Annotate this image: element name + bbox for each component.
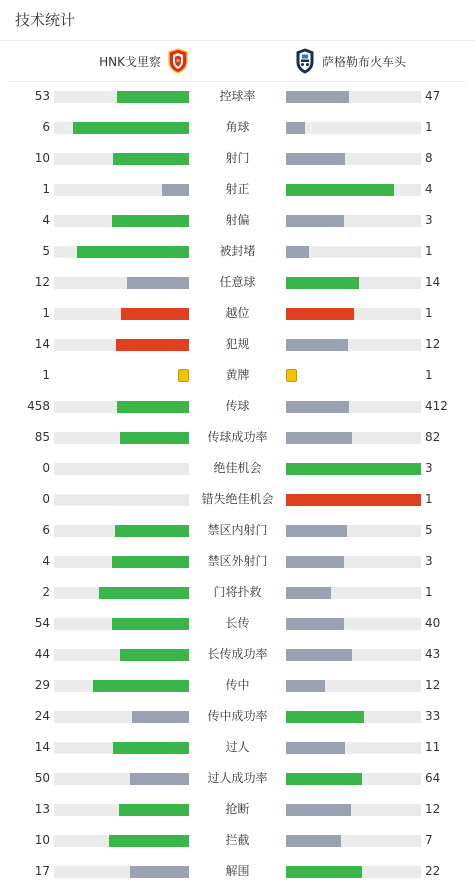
away-team-name[interactable]: 萨格勒布火车头 (322, 54, 407, 69)
away-stat-bar-track (286, 556, 421, 568)
away-stat-value: 7 (425, 833, 433, 847)
stat-label: 过人成功率 (207, 771, 268, 785)
away-stat-bar-fill (286, 122, 305, 134)
home-stat-bar-track (54, 711, 189, 723)
home-stat-value: 10 (34, 833, 50, 847)
home-stat-value: 10 (34, 151, 50, 165)
stat-label: 抢断 (225, 802, 250, 816)
stat-label: 射偏 (225, 213, 250, 227)
away-stat-value: 43 (425, 647, 441, 661)
home-stat-bar-fill (132, 711, 189, 723)
home-stat-bar-track (54, 680, 189, 692)
home-stat-bar-fill (112, 556, 189, 568)
away-stat-value: 47 (425, 89, 441, 103)
away-stat-value: 12 (425, 678, 441, 692)
away-stat-bar-track (286, 804, 421, 816)
away-stat-value: 8 (425, 151, 433, 165)
away-stat-value: 3 (425, 213, 433, 227)
stat-row (0, 763, 475, 794)
away-stat-value: 1 (425, 244, 433, 258)
away-stat-bar-fill (286, 153, 345, 165)
stat-row (0, 329, 475, 360)
stat-label: 控球率 (219, 89, 256, 103)
home-stat-bar-track (54, 804, 189, 816)
home-stat-bar-fill (93, 680, 189, 692)
away-stat-bar-fill (286, 432, 352, 444)
home-stat-bar-fill (77, 246, 189, 258)
away-stat-bar-fill (286, 339, 348, 351)
home-stat-bar-track (54, 463, 189, 475)
home-stat-bar-fill (112, 618, 189, 630)
away-stat-bar-fill (286, 587, 331, 599)
home-stat-bar-track (54, 866, 189, 878)
stat-row (0, 360, 475, 391)
away-team-crest-icon (294, 48, 316, 74)
home-stat-bar-fill (73, 122, 189, 134)
stat-label: 传中成功率 (207, 709, 268, 723)
away-stat-bar-track (286, 339, 421, 351)
home-stat-bar-track (54, 153, 189, 165)
home-stat-value: 12 (34, 275, 50, 289)
home-stat-bar-fill (162, 184, 189, 196)
stat-row (0, 515, 475, 546)
home-stat-bar-track (54, 91, 189, 103)
home-stat-bar-fill (127, 277, 189, 289)
stat-row (0, 608, 475, 639)
away-stat-value: 3 (425, 554, 433, 568)
stat-label: 黄牌 (225, 368, 250, 382)
away-stat-bar-track (286, 246, 421, 258)
home-stat-bar-fill (119, 804, 189, 816)
away-stat-bar-track (286, 215, 421, 227)
stat-label: 错失绝佳机会 (201, 492, 274, 506)
away-stat-bar-fill (286, 680, 325, 692)
away-stat-bar-fill (286, 866, 362, 878)
stat-row (0, 577, 475, 608)
away-stat-bar-fill (286, 215, 344, 227)
stat-label: 拦截 (225, 833, 250, 847)
away-stat-bar-fill (286, 525, 347, 537)
home-stat-value: 6 (42, 523, 50, 537)
home-stat-bar-fill (116, 339, 189, 351)
stats-list (0, 81, 475, 887)
away-stat-bar-track (286, 308, 421, 320)
stat-row (0, 422, 475, 453)
away-stat-bar-fill (286, 618, 344, 630)
away-stat-bar-track (286, 494, 421, 506)
home-stat-bar-fill (120, 649, 189, 661)
home-stat-value: 1 (42, 368, 50, 382)
stat-row (0, 174, 475, 205)
stat-row (0, 732, 475, 763)
home-stat-bar-track (54, 618, 189, 630)
away-stat-bar-fill (286, 494, 421, 506)
home-team[interactable] (99, 48, 189, 74)
away-stat-value: 412 (425, 399, 448, 413)
away-stat-value: 1 (425, 585, 433, 599)
away-stat-bar-track (286, 184, 421, 196)
home-stat-value: 4 (42, 554, 50, 568)
stat-label: 解围 (225, 864, 250, 878)
home-stat-value: 1 (42, 182, 50, 196)
stat-row (0, 391, 475, 422)
away-stat-bar-track (286, 277, 421, 289)
home-stat-bar-track (54, 835, 189, 847)
away-stat-bar-track (286, 525, 421, 537)
home-stat-bar-track (54, 494, 189, 506)
home-stat-value: 54 (34, 616, 50, 630)
away-stat-bar-track (286, 680, 421, 692)
home-stat-bar-track (54, 556, 189, 568)
away-stat-bar-track (286, 153, 421, 165)
stat-row (0, 143, 475, 174)
stat-label: 过人 (225, 740, 250, 754)
away-stat-value: 14 (425, 275, 441, 289)
away-stat-bar-fill (286, 91, 349, 103)
stat-label: 射正 (225, 182, 250, 196)
away-stat-bar-track (286, 742, 421, 754)
home-stat-bar-track (54, 742, 189, 754)
away-stat-bar-fill (286, 649, 352, 661)
home-stat-bar-fill (130, 773, 189, 785)
away-stat-bar-track (286, 773, 421, 785)
home-stat-bar-track (54, 773, 189, 785)
stat-row (0, 546, 475, 577)
home-stat-bar-track (54, 308, 189, 320)
away-stat-value: 82 (425, 430, 441, 444)
home-stat-bar-track (54, 525, 189, 537)
home-team-name[interactable]: HNK戈里察 (99, 54, 161, 69)
away-stat-value: 64 (425, 771, 441, 785)
away-stat-value: 5 (425, 523, 433, 537)
stat-row (0, 267, 475, 298)
away-yellow-card-icon (286, 369, 297, 382)
away-stat-bar-track (286, 463, 421, 475)
stat-label: 任意球 (219, 275, 256, 289)
home-stat-value: 50 (34, 771, 50, 785)
home-stat-value: 5 (42, 244, 50, 258)
away-stat-value: 4 (425, 182, 433, 196)
home-stat-bar-track (54, 277, 189, 289)
stat-row (0, 794, 475, 825)
stat-row (0, 670, 475, 701)
stat-label: 门将扑救 (213, 585, 262, 599)
away-stat-value: 22 (425, 864, 441, 878)
away-stat-bar-fill (286, 711, 364, 723)
stat-row (0, 236, 475, 267)
away-team[interactable] (294, 48, 406, 74)
away-stat-value: 40 (425, 616, 441, 630)
away-stat-bar-fill (286, 401, 349, 413)
stat-row (0, 453, 475, 484)
home-stat-bar-fill (109, 835, 189, 847)
away-stat-bar-fill (286, 556, 344, 568)
home-stat-bar-fill (99, 587, 189, 599)
stat-row (0, 298, 475, 329)
home-stat-bar-fill (120, 432, 189, 444)
away-stat-bar-fill (286, 463, 421, 475)
home-stat-bar-fill (121, 308, 189, 320)
stat-label: 射门 (225, 151, 250, 165)
home-stat-value: 24 (34, 709, 50, 723)
stat-label: 传中 (225, 678, 250, 692)
away-stat-value: 12 (425, 802, 441, 816)
home-stat-bar-fill (115, 525, 189, 537)
away-stat-bar-track (286, 122, 421, 134)
home-stat-value: 6 (42, 120, 50, 134)
section-title: 技术统计 (15, 11, 76, 29)
away-stat-bar-fill (286, 742, 345, 754)
home-stat-value: 44 (34, 647, 50, 661)
home-stat-bar-track (54, 215, 189, 227)
team-header (8, 41, 466, 82)
home-stat-bar-track (54, 649, 189, 661)
home-stat-bar-track (54, 184, 189, 196)
home-stat-value: 14 (34, 740, 50, 754)
home-stat-value: 458 (27, 399, 50, 413)
home-stat-bar-track (54, 122, 189, 134)
home-stat-value: 17 (34, 864, 50, 878)
away-stat-bar-fill (286, 835, 341, 847)
home-stat-value: 1 (42, 306, 50, 320)
stat-label: 被封堵 (219, 244, 256, 258)
stat-row (0, 825, 475, 856)
stat-row (0, 205, 475, 236)
away-stat-bar-fill (286, 277, 359, 289)
home-stat-bar-fill (113, 153, 189, 165)
away-stat-bar-fill (286, 804, 351, 816)
stat-row (0, 701, 475, 732)
away-stat-bar-track (286, 711, 421, 723)
away-stat-bar-track (286, 91, 421, 103)
home-stat-value: 29 (34, 678, 50, 692)
away-stat-bar-track (286, 649, 421, 661)
stat-label: 禁区外射门 (207, 554, 268, 568)
away-stat-bar-track (286, 587, 421, 599)
away-stat-value: 1 (425, 368, 433, 382)
away-stat-bar-track (286, 432, 421, 444)
stat-row (0, 856, 475, 887)
stat-label: 传球成功率 (207, 430, 268, 444)
home-yellow-card-icon (178, 369, 189, 382)
away-stat-bar-fill (286, 773, 362, 785)
home-stat-value: 53 (34, 89, 50, 103)
away-stat-value: 12 (425, 337, 441, 351)
home-stat-bar-track (54, 246, 189, 258)
home-stat-value: 85 (34, 430, 50, 444)
home-stat-value: 0 (42, 492, 50, 506)
stat-row (0, 112, 475, 143)
home-stat-value: 2 (42, 585, 50, 599)
home-stat-bar-fill (113, 742, 189, 754)
home-stat-value: 14 (34, 337, 50, 351)
stat-label: 犯规 (225, 337, 250, 351)
stat-label: 长传成功率 (207, 647, 268, 661)
home-team-crest-icon (167, 48, 189, 74)
stat-label: 绝佳机会 (213, 461, 262, 475)
home-stat-value: 0 (42, 461, 50, 475)
home-stat-bar-fill (130, 866, 189, 878)
home-stat-bar-track (54, 339, 189, 351)
away-stat-bar-track (286, 835, 421, 847)
home-stat-bar-track (54, 432, 189, 444)
stat-row (0, 81, 475, 112)
home-stat-bar-fill (117, 401, 189, 413)
away-stat-bar-track (286, 866, 421, 878)
away-stat-value: 11 (425, 740, 441, 754)
away-stat-value: 33 (425, 709, 441, 723)
away-stat-bar-track (286, 618, 421, 630)
stat-label: 传球 (225, 399, 250, 413)
stat-label: 越位 (225, 306, 250, 320)
away-stat-value: 1 (425, 306, 433, 320)
away-stat-value: 3 (425, 461, 433, 475)
home-stat-bar-fill (112, 215, 189, 227)
home-stat-bar-track (54, 401, 189, 413)
stat-label: 禁区内射门 (207, 523, 268, 537)
away-stat-bar-fill (286, 246, 309, 258)
stat-row (0, 484, 475, 515)
away-stat-bar-fill (286, 184, 394, 196)
away-stat-value: 1 (425, 492, 433, 506)
stat-label: 角球 (225, 120, 250, 134)
away-stat-bar-track (286, 401, 421, 413)
home-stat-value: 4 (42, 213, 50, 227)
home-stat-bar-fill (117, 91, 189, 103)
home-stat-bar-track (54, 587, 189, 599)
stat-row (0, 639, 475, 670)
home-stat-value: 13 (34, 802, 50, 816)
away-stat-value: 1 (425, 120, 433, 134)
away-stat-bar-fill (286, 308, 354, 320)
stat-label: 长传 (225, 616, 250, 630)
